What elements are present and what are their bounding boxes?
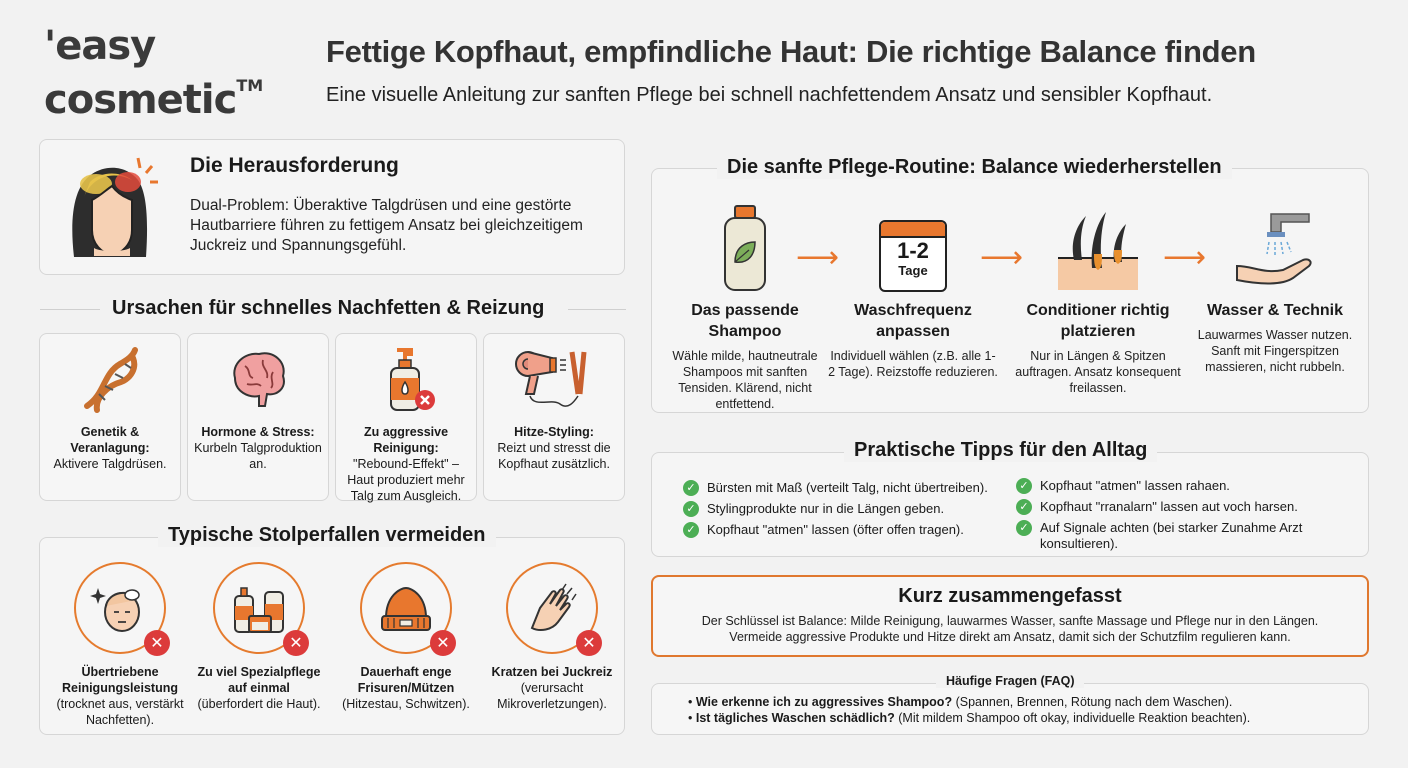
routine-title: Die sanfte Pflege-Routine: Balance wiederherstellen <box>717 156 1232 179</box>
summary-box <box>651 575 1369 657</box>
tips-title: Praktische Tipps für den Alltag <box>844 439 1157 462</box>
check-icon: ✓ <box>683 522 699 538</box>
cause-card-aggressive-cleaning <box>335 333 477 501</box>
cause-title: Hitze-Styling: <box>514 425 594 439</box>
step-title: Das passende Shampoo <box>691 302 799 340</box>
cause-card-genetics <box>39 333 181 501</box>
brain-icon <box>188 344 328 416</box>
divider <box>40 309 100 310</box>
summary-line-1: Der Schlüssel ist Balance: Milde Reinigung, lauwarmes Wasser, sanfte Massage und Pflege nur in den Längen. <box>701 614 1319 628</box>
tip-item <box>1016 499 1346 515</box>
x-mark-icon: ✕ <box>144 630 170 656</box>
summary-title: Kurz zusammengefasst <box>898 585 1122 607</box>
step-title: Wasser & Technik <box>1206 302 1344 319</box>
product-bottles-icon <box>213 562 305 654</box>
check-icon: ✓ <box>1016 499 1032 515</box>
tip-item <box>683 480 1013 496</box>
dna-icon <box>40 344 180 416</box>
routine-step-frequency <box>828 200 998 380</box>
cause-text: Reizt und stresst die Kopfhaut zusätzlich. <box>497 441 611 471</box>
woman-irritated-scalp-icon <box>62 152 162 267</box>
pitfall-over-cleaning <box>50 562 190 728</box>
cause-card-hormones <box>187 333 329 501</box>
pitfall-title: Übertriebene Reinigungsleistung <box>62 665 178 695</box>
calendar-unit: Tage <box>898 263 928 278</box>
check-icon: ✓ <box>683 501 699 517</box>
pitfall-text: (Hitzestau, Schwitzen). <box>342 697 470 711</box>
check-icon: ✓ <box>1016 520 1032 536</box>
pitfall-too-many-products <box>189 562 329 712</box>
faq-question: Wie erkenne ich zu aggressives Shampoo? <box>695 695 953 709</box>
pitfall-title: Zu viel Spezialpflege auf einmal <box>197 665 321 695</box>
pitfall-title: Kratzen bei Juckreiz <box>491 665 613 679</box>
step-text: Wähle milde, hautneutrale Shampoos mit sanften Tensiden. Klärend, nicht entfettend. <box>672 349 818 411</box>
faq-answer: (Spannen, Brennen, Rötung nach dem Waschen). <box>952 695 1233 709</box>
arrow-right-icon: ⟶ <box>1163 241 1207 274</box>
page-subtitle: Eine visuelle Anleitung zur sanften Pflege bei schnell nachfettendem Ansatz und sensibler Kopfhaut. <box>326 84 1213 106</box>
tip-text: Auf Signale achten (bei starker Zunahme Arzt konsultieren). <box>1040 520 1303 551</box>
divider <box>568 309 626 310</box>
calendar-icon <box>828 200 998 292</box>
cause-title: Hormone & Stress: <box>201 425 315 439</box>
brand-logo <box>44 23 264 123</box>
cause-card-heat-styling <box>483 333 625 501</box>
calendar-number: 1-2 <box>897 238 929 263</box>
tip-item <box>1016 478 1346 494</box>
tip-text: Kopfhaut "rranalarn" lassen aut voch harsen. <box>1040 499 1298 514</box>
page-title: Fettige Kopfhaut, empfindliche Haut: Die richtige Balance finden <box>326 34 1256 69</box>
cause-title: Zu aggressive Reinigung: <box>363 425 449 455</box>
pitfall-scratching <box>482 562 622 712</box>
x-mark-icon: ✕ <box>283 630 309 656</box>
faq-box <box>651 683 1369 735</box>
cause-text: "Rebound-Effekt" – Haut produziert mehr Talg zum Ausgleich. <box>347 457 465 503</box>
tip-item <box>683 522 1013 538</box>
faq-item: • Wie erkenne ich zu aggressives Shampoo? (Spannen, Brennen, Rötung nach dem Waschen). <box>688 695 1233 709</box>
trademark: TM <box>236 76 264 95</box>
hair-follicle-icon <box>1013 200 1183 292</box>
arrow-right-icon: ⟶ <box>796 241 840 274</box>
pitfall-text: (überfordert die Haut). <box>197 697 321 711</box>
pitfall-title: Dauerhaft enge Frisuren/Mützen <box>357 665 455 695</box>
x-mark-icon: ✕ <box>430 630 456 656</box>
tip-text: Bürsten mit Maß (verteilt Talg, nicht übertreiben). <box>707 480 988 495</box>
tip-text: Stylingprodukte nur in die Längen geben. <box>707 501 945 516</box>
tips-list-left <box>683 480 1013 543</box>
tip-item <box>683 501 1013 517</box>
cause-text: Aktivere Talgdrüsen. <box>53 457 167 471</box>
faq-item: • Ist tägliches Waschen schädlich? (Mit mildem Shampoo oft okay, individuelle Reaktion beachten). <box>688 711 1251 725</box>
step-text: Individuell wählen (z.B. alle 1-2 Tage). Reizstoffe reduzieren. <box>828 349 998 379</box>
face-washing-icon <box>74 562 166 654</box>
summary-line-2: Vermeide aggressive Produkte und Hitze direkt am Ansatz, damit sich der Schutzfilm regulieren kann. <box>729 630 1291 644</box>
routine-step-water-technique <box>1190 200 1360 375</box>
causes-title: Ursachen für schnelles Nachfetten & Reizung <box>102 297 554 320</box>
scratching-hand-icon <box>506 562 598 654</box>
pitfall-tight-hats <box>336 562 476 712</box>
pitfall-text: (verursacht Mikroverletzungen). <box>497 681 607 711</box>
tip-item <box>1016 520 1346 552</box>
routine-step-shampoo <box>660 200 830 412</box>
cause-title: Genetik & Veranlagung: <box>70 425 150 455</box>
pitfalls-title: Typische Stolperfallen vermeiden <box>158 524 496 547</box>
step-title: Waschfrequenz anpassen <box>854 302 972 340</box>
challenge-title: Die Herausforderung <box>190 154 399 177</box>
faq-answer: (Mit mildem Shampoo oft okay, individuelle Reaktion beachten). <box>894 711 1251 725</box>
faq-question: Ist tägliches Waschen schädlich? <box>695 711 895 725</box>
arrow-right-icon: ⟶ <box>980 241 1024 274</box>
pitfall-text: (trocknet aus, verstärkt Nachfetten). <box>56 697 184 727</box>
tip-text: Kopfhaut "atmen" lassen rahaen. <box>1040 478 1230 493</box>
check-icon: ✓ <box>683 480 699 496</box>
brand-line-1: 'easy <box>44 23 156 69</box>
challenge-text: Dual-Problem: Überaktive Talgdrüsen und eine gestörte Hautbarriere führen zu fettigem Ansatz bei gleichzeitigem Juckreiz und Spannungsgefühl. <box>190 197 583 254</box>
hairdryer-straightener-icon <box>484 344 624 416</box>
faucet-hand-icon <box>1190 200 1360 292</box>
check-icon: ✓ <box>1016 478 1032 494</box>
cause-text: Kurbeln Talgproduktion an. <box>194 441 322 471</box>
x-mark-icon: ✕ <box>576 630 602 656</box>
faq-title: Häufige Fragen (FAQ) <box>936 674 1084 688</box>
brand-line-2: cosmetic <box>44 77 237 123</box>
step-text: Lauwarmes Wasser nutzen. Sanft mit Fingerspitzen massieren, nicht rubbeln. <box>1197 328 1353 374</box>
step-title: Conditioner richtig platzieren <box>1026 302 1170 340</box>
step-text: Nur in Längen & Spitzen auftragen. Ansatz konsequent freilassen. <box>1015 349 1181 395</box>
routine-step-conditioner <box>1013 200 1183 396</box>
soap-dispenser-x-icon <box>336 344 476 416</box>
tip-text: Kopfhaut "atmen" lassen (öfter offen tragen). <box>707 522 964 537</box>
tips-list-right <box>1016 478 1346 557</box>
beanie-hat-icon <box>360 562 452 654</box>
